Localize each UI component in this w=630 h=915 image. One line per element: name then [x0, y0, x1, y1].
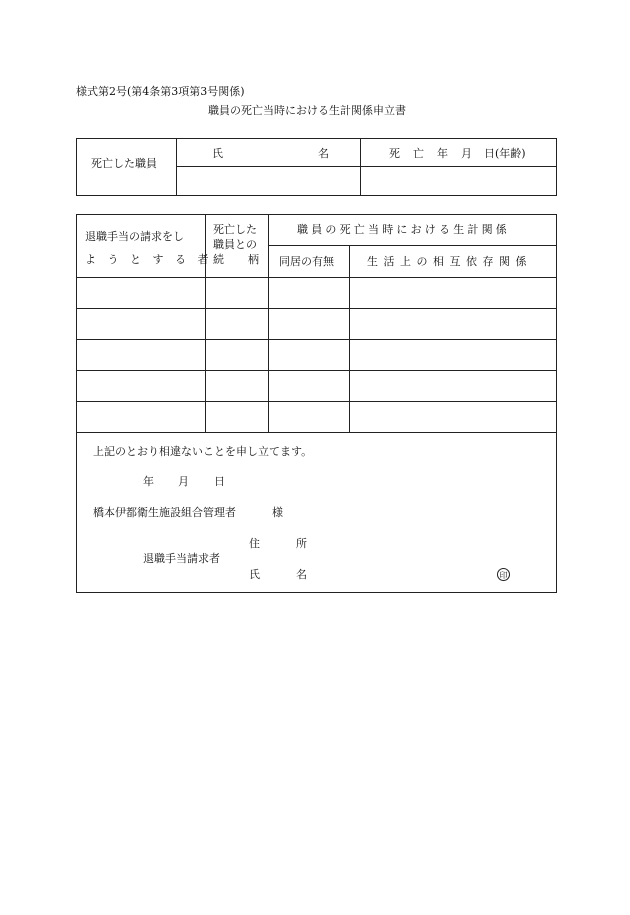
deceased-employee-label: 死亡した職員 [91, 157, 157, 170]
claimant-col-header-line1: 退職手当の請求をし [85, 230, 184, 243]
table-row[interactable] [77, 340, 556, 369]
address-label-2: 所 [296, 537, 307, 550]
relationship-col-header-line2: 職員との [213, 238, 257, 251]
deceased-name-field[interactable] [177, 167, 359, 195]
relationship-col-header-line3b: 柄 [248, 253, 259, 266]
address-field[interactable] [320, 533, 500, 549]
table-row[interactable] [77, 309, 556, 338]
death-col-label-5: 日(年齢) [484, 147, 526, 160]
name-col-label-1: 氏 [212, 147, 223, 160]
table-row[interactable] [77, 402, 556, 431]
livelihood-group-header: 職員の死亡当時における生計関係 [297, 223, 510, 236]
honorific: 様 [272, 506, 283, 519]
form-number: 様式第2号(第4条第3項第3号関係) [76, 85, 245, 98]
claimant-col-header-line2: よ う と す る 者 [85, 253, 213, 266]
relationship-col-header-line3a: 続 [213, 253, 224, 266]
declaration-statement: 上記のとおり相違ないことを申し立てます。 [93, 445, 313, 458]
mutual-dependency-col-header: 生 活 上 の 相 互 依 存 関 係 [367, 255, 528, 268]
date-day-label: 日 [214, 475, 225, 488]
relationship-col-header-line1: 死亡した [213, 223, 257, 236]
death-col-label-3: 年 [437, 147, 448, 160]
death-col-label-4: 月 [461, 147, 472, 160]
date-year-label: 年 [143, 475, 154, 488]
name-col-label-2: 名 [318, 147, 329, 160]
table-row[interactable] [77, 278, 556, 307]
addressee: 橋本伊都衛生施設組合管理者 [93, 506, 236, 519]
death-col-label-2: 亡 [413, 147, 424, 160]
table-row[interactable] [77, 371, 556, 400]
date-month-label: 月 [178, 475, 189, 488]
address-label-1: 住 [249, 537, 260, 550]
claimant-name-field[interactable] [320, 564, 490, 580]
name-label-2: 名 [296, 568, 307, 581]
cohabitation-col-header: 同居の有無 [279, 255, 334, 268]
seal-stamp-icon: 印 [497, 568, 510, 581]
name-label-1: 氏 [249, 568, 260, 581]
page-title: 職員の死亡当時における生計関係申立書 [208, 104, 406, 117]
death-col-label-1: 死 [389, 147, 400, 160]
deceased-date-age-field[interactable] [361, 167, 556, 195]
claimant-label: 退職手当請求者 [143, 552, 220, 565]
